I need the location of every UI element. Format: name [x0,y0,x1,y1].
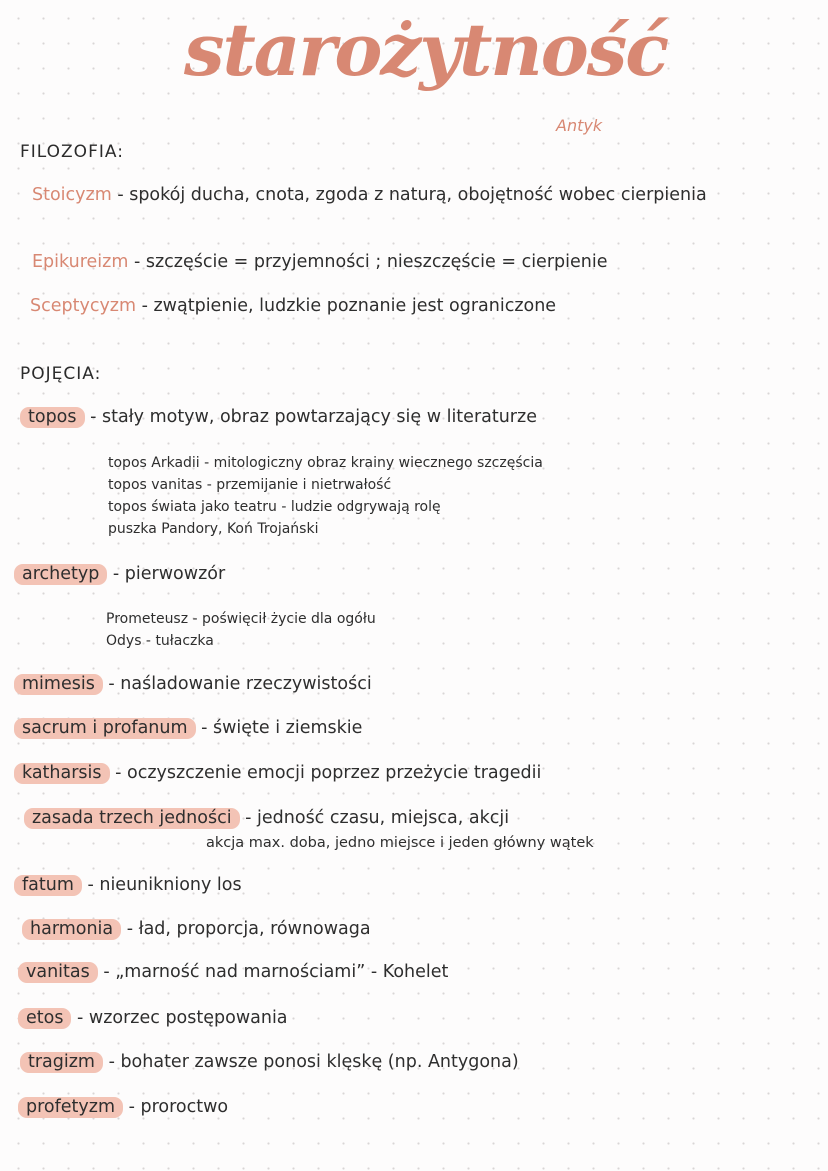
definition-vanitas: - „marność nad marnościami” - Kohelet [103,962,449,982]
topos-examples [108,452,543,540]
pojecie-tragizm [20,1052,519,1073]
definition-tragizm: - bohater zawsze ponosi klęskę (np. Antygona) [108,1052,519,1072]
term-stoicyzm: Stoicyzm [32,185,112,205]
pojecie-topos [20,407,537,428]
list-item: Odys - tułaczka [106,633,214,649]
pojecie-etos [18,1008,288,1029]
section-heading-pojecia: POJĘCIA: [20,364,102,384]
definition-zasada-trzech-jednosci: - jedność czasu, miejsca, akcji [245,808,510,828]
term-etos: etos [18,1008,71,1029]
list-item: topos świata jako teatru - ludzie odgrywają rolę [108,499,441,515]
pojecie-katharsis [14,763,541,784]
term-mimesis: mimesis [14,674,103,695]
definition-katharsis: - oczyszczenie emocji poprzez przeżycie tragedii [115,763,542,783]
definition-archetyp: - pierwowzór [112,564,226,584]
page-subtitle: Antyk [556,116,603,135]
definition-epikureizm: szczęście = przyjemności ; nieszczęście = cierpienie [145,252,608,272]
definition-profetyzm: - proroctwo [128,1097,229,1117]
definition-sceptycyzm: zwątpienie, ludzkie poznanie jest ograniczone [153,296,557,316]
definition-fatum: - nieunikniony los [87,875,242,895]
filozofia-item-sceptycyzm [30,296,556,316]
section-heading-filozofia: FILOZOFIA: [20,142,124,162]
list-item: puszka Pandory, Koń Trojański [108,521,319,537]
pojecie-archetyp [14,564,225,585]
definition-sacrum-i-profanum: - święte i ziemskie [201,718,363,738]
definition-topos: - stały motyw, obraz powtarzający się w literaturze [90,407,537,427]
pojecie-harmonia [22,919,371,940]
term-zasada-trzech-jednosci: zasada trzech jedności [24,808,240,829]
term-fatum: fatum [14,875,82,896]
definition-stoicyzm: spokój ducha, cnota, zgoda z naturą, obojętność wobec cierpienia [129,185,707,205]
term-separator: - [111,185,130,205]
zasada-detail: akcja max. doba, jedno miejsce i jeden główny wątek [206,835,594,851]
pojecie-profetyzm [18,1097,228,1118]
list-item: topos Arkadii - mitologiczny obraz krainy wiecznego szczęścia [108,455,543,471]
archetyp-examples [106,608,376,652]
pojecie-zasada-trzech-jednosci [24,808,509,829]
term-profetyzm: profetyzm [18,1097,123,1118]
list-item: topos vanitas - przemijanie i nietrwałość [108,477,392,493]
filozofia-item-stoicyzm [32,184,802,206]
definition-mimesis: - naśladowanie rzeczywistości [108,674,372,694]
pojecie-sacrum-i-profanum [14,718,362,739]
definition-etos: - wzorzec postępowania [77,1008,288,1028]
term-vanitas: vanitas [18,962,98,983]
term-topos: topos [20,407,85,428]
term-harmonia: harmonia [22,919,121,940]
list-item: Prometeusz - poświęcił życie dla ogółu [106,611,376,627]
filozofia-item-epikureizm [32,252,607,272]
term-epikureizm: Epikureizm [32,252,129,272]
term-sacrum-i-profanum: sacrum i profanum [14,718,196,739]
term-archetyp: archetyp [14,564,107,585]
term-separator: - [128,252,146,272]
term-sceptycyzm: Sceptycyzm [30,296,137,316]
page-title: starożytność [184,7,668,92]
pojecie-vanitas [18,962,448,983]
term-katharsis: katharsis [14,763,110,784]
pojecie-mimesis [14,674,372,695]
term-tragizm: tragizm [20,1052,103,1073]
definition-harmonia: - ład, proporcja, równowaga [126,919,371,939]
pojecie-fatum [14,875,242,896]
term-separator: - [136,296,154,316]
